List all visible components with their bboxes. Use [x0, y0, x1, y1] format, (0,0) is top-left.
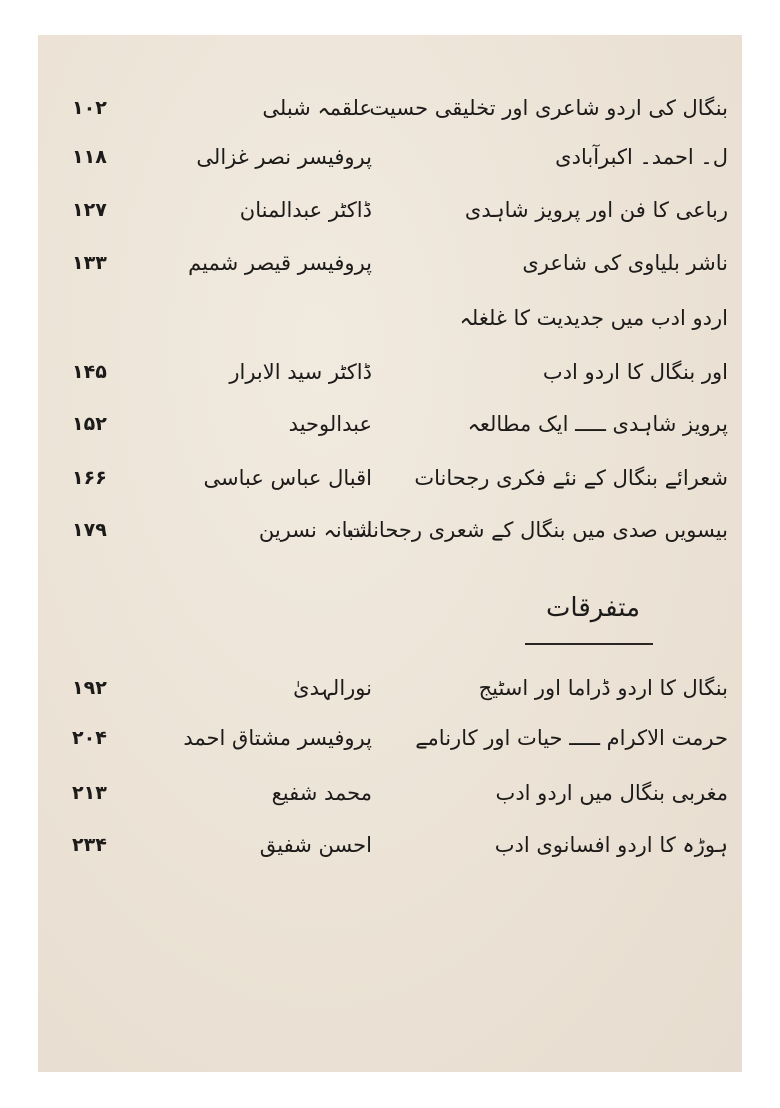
entry-title: حرمت الاکرام ـــــ حیات اور کارنامے: [415, 726, 728, 750]
entry-page: ۱۳۳: [72, 252, 107, 274]
entry-author: پروفیسر نصر غزالی: [196, 145, 372, 169]
entry-author: علقمہ شبلی: [262, 96, 372, 120]
entry-author: ڈاکٹر سید الابرار: [229, 360, 372, 384]
toc-entry: [38, 771, 742, 815]
toc-entry: [38, 666, 742, 710]
toc-entry: [38, 402, 742, 446]
entry-author: شبانہ نسرین: [258, 518, 372, 542]
entry-title: اور بنگال کا اردو ادب: [542, 360, 728, 384]
toc-entry: [38, 456, 742, 500]
entry-page: ۱۰۲: [72, 97, 107, 119]
entry-author: احسن شفیق: [259, 833, 372, 857]
entry-author: پروفیسر مشتاق احمد: [183, 726, 372, 750]
entry-page: ۱۹۲: [72, 677, 107, 699]
entry-title: ل۔ احمد۔ اکبرآبادی: [555, 145, 728, 169]
entry-page: ۲۱۳: [72, 782, 107, 804]
entry-page: ۱۵۲: [72, 413, 107, 435]
entry-title: مغربی بنگال میں اردو ادب: [495, 781, 728, 805]
entry-page: ۱۷۹: [72, 519, 107, 541]
entry-title: اردو ادب میں جدیدیت کا غلغلہ: [459, 306, 728, 330]
entry-author: اقبال عباس عباسی: [203, 466, 372, 490]
entry-page: ۱۶۶: [72, 467, 107, 489]
entry-page: ۱۴۵: [72, 361, 107, 383]
entry-title: بنگال کی اردو شاعری اور تخلیقی حسیت: [369, 96, 728, 120]
entry-title: رباعی کا فن اور پرویز شاہدی: [464, 198, 728, 222]
entry-page: ۱۲۷: [72, 199, 107, 221]
entry-title: بنگال کا اردو ڈراما اور اسٹیج: [478, 676, 728, 700]
toc-entry: [38, 135, 742, 179]
entry-page: ۲۰۴: [72, 727, 107, 749]
toc-entry: [38, 296, 742, 340]
entry-page: ۱۱۸: [72, 146, 107, 168]
entry-title: ہوڑہ کا اردو افسانوی ادب: [494, 833, 728, 857]
entry-author: نورالہدیٰ: [293, 676, 372, 700]
entry-author: عبدالوحید: [288, 412, 372, 436]
entry-title: شعرائے بنگال کے نئے فکری رجحانات: [414, 466, 728, 490]
section-heading: متفرقات: [545, 593, 641, 623]
toc-entry: [38, 86, 742, 130]
toc-entry: [38, 823, 742, 867]
entry-author: ڈاکٹر عبدالمنان: [239, 198, 372, 222]
toc-entry: [38, 716, 742, 760]
entry-author: پروفیسر قیصر شمیم: [188, 251, 372, 275]
toc-entry: [38, 508, 742, 552]
toc-entry: [38, 350, 742, 394]
section-heading-underline: [525, 643, 653, 645]
toc-entry: [38, 241, 742, 285]
entry-title: پرویز شاہدی ـــــ ایک مطالعہ: [467, 412, 728, 436]
entry-title: ناشر بلیاوی کی شاعری: [522, 251, 728, 275]
toc-entry: [38, 188, 742, 232]
entry-page: ۲۳۴: [72, 834, 107, 856]
entry-title: بیسویں صدی میں بنگال کے شعری رجحانات: [346, 518, 728, 542]
entry-author: محمد شفیع: [271, 781, 372, 805]
book-page: [38, 35, 742, 1072]
